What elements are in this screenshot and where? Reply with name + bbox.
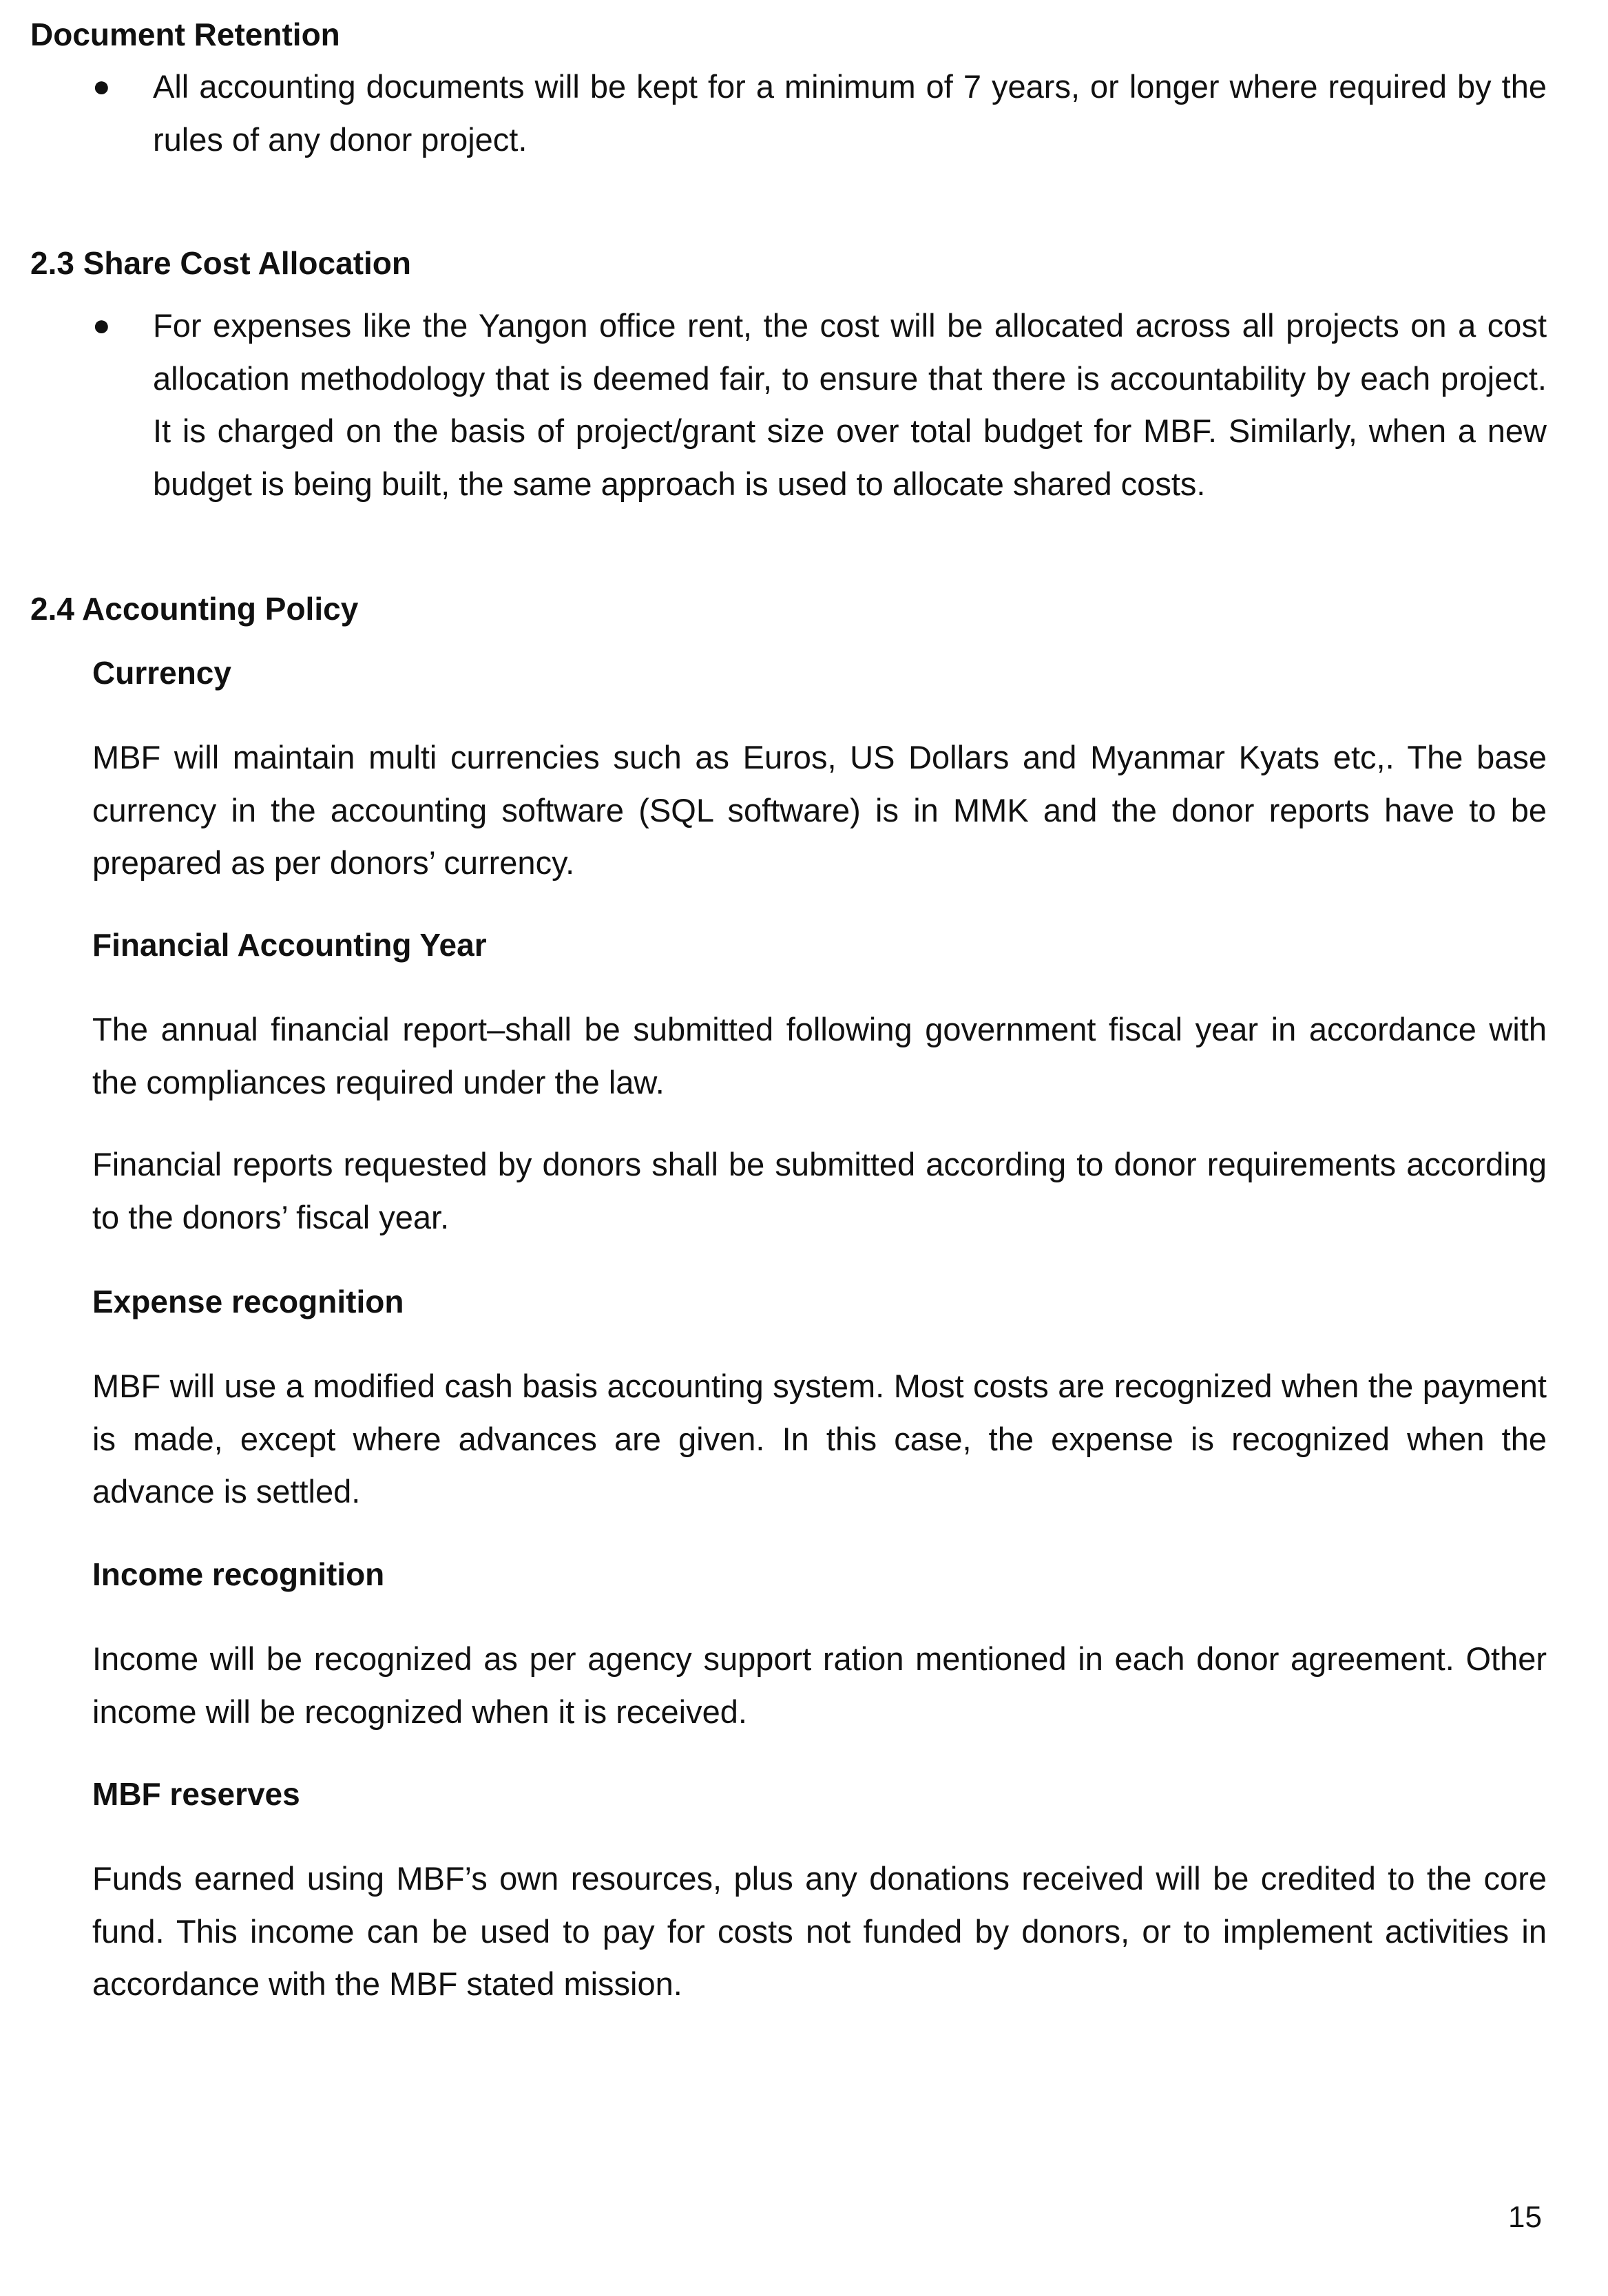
paragraph-financial-year-1: The annual financial report–shall be submitted following government fiscal year in accordance with the compliances required under the law. [92,1011,1547,1100]
heading-document-retention: Document Retention [30,17,340,52]
paragraph-currency: MBF will maintain multi currencies such as Euros, US Dollars and Myanmar Kyats etc,. The base currency in the accounting software (SQL software) is in MMK and the donor reports have to be prepared as per donors’ currency. [92,739,1547,881]
bullet-item-document-retention [92,61,1547,166]
paragraph-expense-recognition: MBF will use a modified cash basis accounting system. Most costs are recognized when the payment is made, except where advances are given. In this case, the expense is recognized when the advance is settled. [92,1368,1547,1510]
heading-share-cost-allocation: 2.3 Share Cost Allocation [30,245,411,281]
bullet-text: All accounting documents will be kept for a minimum of 7 years, or longer where required by the rules of any donor project. [153,68,1547,158]
bullet-icon: ● [92,70,111,103]
subheading-financial-accounting-year: Financial Accounting Year [92,927,487,963]
subheading-mbf-reserves: MBF reserves [92,1776,300,1812]
bullet-item-share-cost [92,300,1547,510]
bullet-icon: ● [92,309,111,342]
subheading-income-recognition: Income recognition [92,1556,385,1592]
paragraph-financial-year-2: Financial reports requested by donors shall be submitted according to donor requirements according to the donors’ fiscal year. [92,1146,1547,1235]
paragraph-income-recognition: Income will be recognized as per agency support ration mentioned in each donor agreement. Other income will be recognized when it is received. [92,1640,1547,1730]
subheading-expense-recognition: Expense recognition [92,1284,404,1319]
subheading-currency: Currency [92,655,231,691]
bullet-text: For expenses like the Yangon office rent, the cost will be allocated across all projects on a cost allocation methodology that is deemed fair, to ensure that there is accountability by each project. It is charged on the basis of project/grant size over total budget for MBF. Similarly, when a new budget is being built, the same approach is used to allocate shared costs. [153,307,1547,502]
page-number: 15 [1508,2200,1542,2234]
paragraph-mbf-reserves: Funds earned using MBF’s own resources, plus any donations received will be credited to the core fund. This income can be used to pay for costs not funded by donors, or to implement activities in accordance with the MBF stated mission. [92,1860,1547,2002]
heading-accounting-policy: 2.4 Accounting Policy [30,591,359,627]
